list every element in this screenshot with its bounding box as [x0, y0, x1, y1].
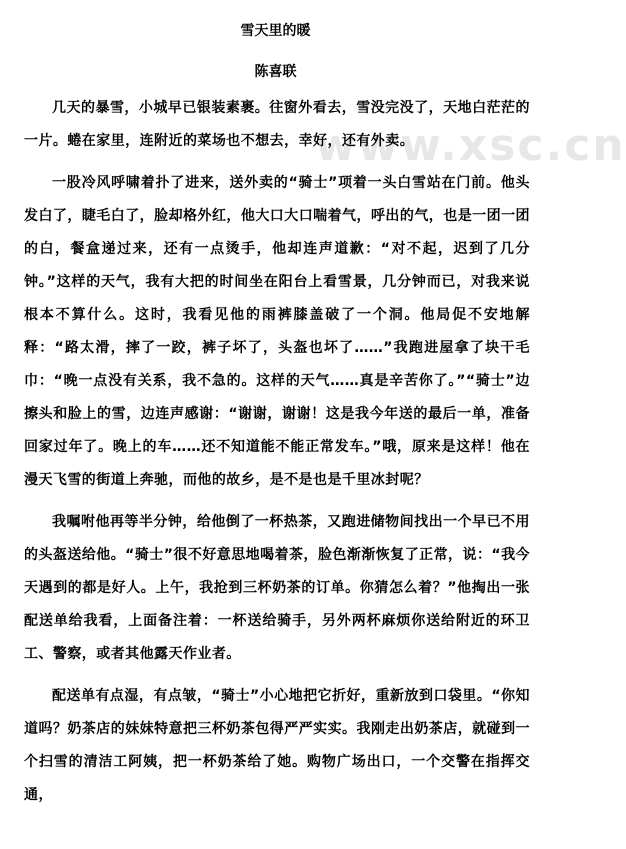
- watermark: www.xsc.cn: [315, 120, 626, 171]
- paragraph: 一股冷风呼啸着扑了进来，送外卖的“骑士”项着一头白雪站在门前。他头发白了，睫毛白了，脸却格外红，他大口大口喘着气，呼出的气，也是一团一团的白，餐盒递过来，还有一点烫手，他却连声道歉：“对不起，迟到了几分钟。”这样的天气，我有大把的时间坐在阳台上看雪景，几分钟而已，对我来说根本不算什么。这时，我看见他的雨裤膝盖破了一个洞。他局促不安地解释：“路太滑，摔了一跤，裤子坏了，头盔也坏了……”我跑进屋拿了块干毛巾：“晚一点没有关系，我不急的。这样的天气……真是辛苦你了。”“骑士”边擦头和脸上的雪，边连声感谢：“谢谢，谢谢！这是我今年送的最后一单，准备回家过年了。晚上的车……还不知道能不能正常发车。”哦，原来是这样！他在漫天飞雪的街道上奔驰，而他的故乡，是不是也是千里冰封呢？: [24, 175, 530, 488]
- paragraph: 配送单有点湿，有点皱，“骑士”小心地把它折好，重新放到口袋里。“你知道吗？奶茶店的妹妹特意把三杯奶茶包得严严实实。我刚走出奶茶店，就碰到一个扫雪的清洁工阿姨，把一杯奶茶给了她。购物广场出口，一个交警在指挥交通，: [24, 688, 530, 803]
- article-title: 雪天里的暖: [240, 23, 311, 39]
- paragraph: 几天的暴雪，小城早已银装素裹。往窗外看去，雪没完没了，天地白茫茫的一片。蜷在家里，连附近的菜场也不想去，幸好，还有外卖。: [24, 100, 530, 149]
- paragraph: 我嘱咐他再等半分钟，给他倒了一杯热茶，又跑进储物间找出一个早已不用的头盔送给他。“骑士”很不好意思地喝着茶，脸色渐渐恢复了正常，说：“我今天遇到的都是好人。上午，我抢到三杯奶茶的订单。你猜怎么着？”他掏出一张配送单给我看，上面备注着：一杯送给骑手，另外两杯麻烦你送给附近的环卫工、警察，或者其他露天作业者。: [24, 514, 530, 662]
- article-author: 陈喜联: [254, 64, 297, 80]
- article-body: [24, 92, 530, 812]
